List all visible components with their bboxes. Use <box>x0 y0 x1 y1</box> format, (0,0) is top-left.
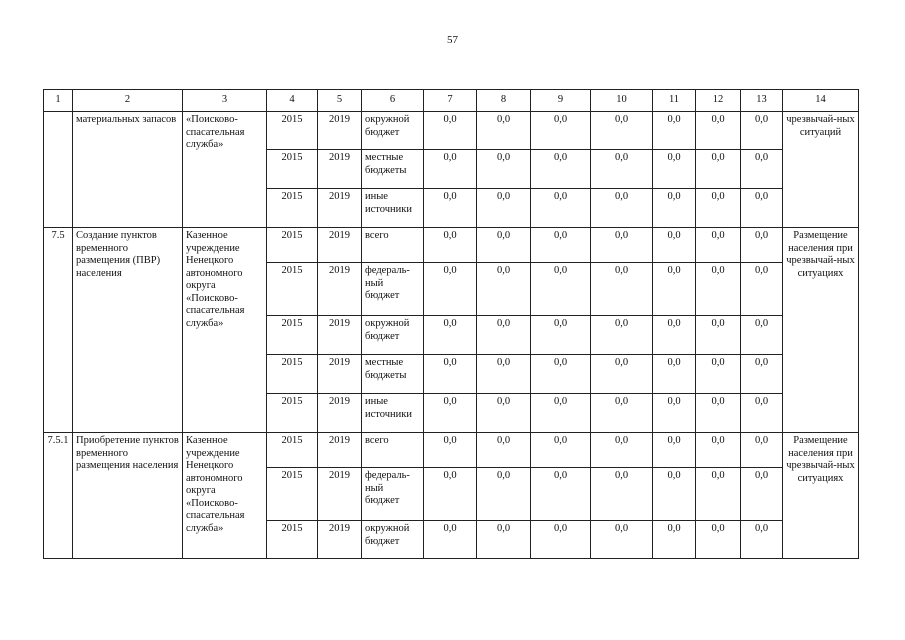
program-table <box>43 89 859 559</box>
funding-source: всего <box>362 433 424 468</box>
year-end: 2019 <box>318 355 362 394</box>
value-cell: 0,0 <box>531 189 591 228</box>
value-cell: 0,0 <box>531 521 591 559</box>
page-number: 57 <box>447 34 458 46</box>
value-cell: 0,0 <box>653 394 696 433</box>
value-cell: 0,0 <box>653 355 696 394</box>
value-cell: 0,0 <box>531 355 591 394</box>
value-cell: 0,0 <box>653 112 696 150</box>
value-cell: 0,0 <box>424 433 477 468</box>
year-end: 2019 <box>318 316 362 355</box>
column-header: 13 <box>741 90 783 112</box>
year-start: 2015 <box>267 433 318 468</box>
value-cell: 0,0 <box>653 433 696 468</box>
value-cell: 0,0 <box>696 394 741 433</box>
value-cell: 0,0 <box>531 316 591 355</box>
funding-source: иные источники <box>362 394 424 433</box>
year-start: 2015 <box>267 189 318 228</box>
item-number: 7.5.1 <box>44 433 73 559</box>
value-cell: 0,0 <box>653 316 696 355</box>
value-cell: 0,0 <box>653 263 696 316</box>
value-cell: 0,0 <box>424 189 477 228</box>
column-header: 4 <box>267 90 318 112</box>
item-result: Размещение населения при чрезвычай-ных ситуациях <box>783 228 859 433</box>
value-cell: 0,0 <box>477 150 531 189</box>
item-executor: Казенное учреждение Ненецкого автономного округа «Поисково-спасательная служба» <box>183 433 267 559</box>
table-row <box>44 112 859 150</box>
value-cell: 0,0 <box>424 316 477 355</box>
value-cell: 0,0 <box>741 263 783 316</box>
value-cell: 0,0 <box>477 394 531 433</box>
value-cell: 0,0 <box>653 228 696 263</box>
value-cell: 0,0 <box>477 263 531 316</box>
value-cell: 0,0 <box>653 150 696 189</box>
column-header: 10 <box>591 90 653 112</box>
year-start: 2015 <box>267 263 318 316</box>
item-result: Размещение населения при чрезвычай-ных ситуациях <box>783 433 859 559</box>
column-header: 3 <box>183 90 267 112</box>
value-cell: 0,0 <box>591 263 653 316</box>
item-name: Создание пунктов временного размещения (ПВР) населения <box>73 228 183 433</box>
value-cell: 0,0 <box>696 433 741 468</box>
funding-source: окружной бюджет <box>362 112 424 150</box>
year-end: 2019 <box>318 112 362 150</box>
item-executor: «Поисково-спасательная служба» <box>183 112 267 228</box>
value-cell: 0,0 <box>696 263 741 316</box>
value-cell: 0,0 <box>477 228 531 263</box>
value-cell: 0,0 <box>424 228 477 263</box>
column-header: 7 <box>424 90 477 112</box>
value-cell: 0,0 <box>591 468 653 521</box>
year-end: 2019 <box>318 263 362 316</box>
value-cell: 0,0 <box>741 112 783 150</box>
value-cell: 0,0 <box>591 316 653 355</box>
year-start: 2015 <box>267 316 318 355</box>
value-cell: 0,0 <box>696 150 741 189</box>
value-cell: 0,0 <box>591 189 653 228</box>
value-cell: 0,0 <box>653 468 696 521</box>
value-cell: 0,0 <box>591 521 653 559</box>
value-cell: 0,0 <box>531 150 591 189</box>
column-header: 9 <box>531 90 591 112</box>
funding-source: окружной бюджет <box>362 521 424 559</box>
year-start: 2015 <box>267 394 318 433</box>
funding-source: местные бюджеты <box>362 150 424 189</box>
year-end: 2019 <box>318 394 362 433</box>
value-cell: 0,0 <box>591 150 653 189</box>
value-cell: 0,0 <box>696 468 741 521</box>
funding-source: иные источники <box>362 189 424 228</box>
year-end: 2019 <box>318 468 362 521</box>
value-cell: 0,0 <box>653 189 696 228</box>
funding-source: местные бюджеты <box>362 355 424 394</box>
value-cell: 0,0 <box>591 228 653 263</box>
value-cell: 0,0 <box>741 521 783 559</box>
value-cell: 0,0 <box>531 263 591 316</box>
value-cell: 0,0 <box>477 189 531 228</box>
value-cell: 0,0 <box>477 521 531 559</box>
year-start: 2015 <box>267 521 318 559</box>
value-cell: 0,0 <box>424 468 477 521</box>
column-header: 2 <box>73 90 183 112</box>
year-end: 2019 <box>318 521 362 559</box>
value-cell: 0,0 <box>591 355 653 394</box>
value-cell: 0,0 <box>531 112 591 150</box>
value-cell: 0,0 <box>477 355 531 394</box>
table-row <box>44 433 859 468</box>
value-cell: 0,0 <box>424 521 477 559</box>
year-end: 2019 <box>318 189 362 228</box>
funding-source: всего <box>362 228 424 263</box>
item-number <box>44 112 73 228</box>
year-start: 2015 <box>267 150 318 189</box>
year-start: 2015 <box>267 468 318 521</box>
value-cell: 0,0 <box>741 355 783 394</box>
column-header: 6 <box>362 90 424 112</box>
value-cell: 0,0 <box>531 433 591 468</box>
value-cell: 0,0 <box>696 189 741 228</box>
value-cell: 0,0 <box>424 394 477 433</box>
value-cell: 0,0 <box>591 394 653 433</box>
value-cell: 0,0 <box>653 521 696 559</box>
value-cell: 0,0 <box>741 316 783 355</box>
value-cell: 0,0 <box>424 263 477 316</box>
value-cell: 0,0 <box>741 394 783 433</box>
value-cell: 0,0 <box>591 433 653 468</box>
value-cell: 0,0 <box>741 228 783 263</box>
value-cell: 0,0 <box>696 355 741 394</box>
year-start: 2015 <box>267 112 318 150</box>
item-name: материальных запасов <box>73 112 183 228</box>
value-cell: 0,0 <box>531 228 591 263</box>
value-cell: 0,0 <box>696 228 741 263</box>
header-row <box>44 90 859 112</box>
value-cell: 0,0 <box>477 468 531 521</box>
item-name: Приобретение пунктов временного размещения населения <box>73 433 183 559</box>
value-cell: 0,0 <box>696 521 741 559</box>
value-cell: 0,0 <box>696 112 741 150</box>
value-cell: 0,0 <box>741 468 783 521</box>
year-end: 2019 <box>318 150 362 189</box>
value-cell: 0,0 <box>741 189 783 228</box>
value-cell: 0,0 <box>591 112 653 150</box>
value-cell: 0,0 <box>477 316 531 355</box>
item-result: чрезвычай-ных ситуаций <box>783 112 859 228</box>
value-cell: 0,0 <box>531 468 591 521</box>
value-cell: 0,0 <box>696 316 741 355</box>
column-header: 5 <box>318 90 362 112</box>
column-header: 8 <box>477 90 531 112</box>
value-cell: 0,0 <box>424 355 477 394</box>
value-cell: 0,0 <box>424 112 477 150</box>
funding-source: федераль-ный бюджет <box>362 468 424 521</box>
year-start: 2015 <box>267 355 318 394</box>
value-cell: 0,0 <box>741 150 783 189</box>
value-cell: 0,0 <box>531 394 591 433</box>
table-row <box>44 228 859 263</box>
year-end: 2019 <box>318 228 362 263</box>
year-start: 2015 <box>267 228 318 263</box>
year-end: 2019 <box>318 433 362 468</box>
funding-source: окружной бюджет <box>362 316 424 355</box>
column-header: 14 <box>783 90 859 112</box>
item-executor: Казенное учреждение Ненецкого автономного округа «Поисково-спасательная служба» <box>183 228 267 433</box>
value-cell: 0,0 <box>424 150 477 189</box>
funding-source: федераль-ный бюджет <box>362 263 424 316</box>
value-cell: 0,0 <box>477 112 531 150</box>
column-header: 12 <box>696 90 741 112</box>
value-cell: 0,0 <box>477 433 531 468</box>
column-header: 1 <box>44 90 73 112</box>
value-cell: 0,0 <box>741 433 783 468</box>
column-header: 11 <box>653 90 696 112</box>
item-number: 7.5 <box>44 228 73 433</box>
